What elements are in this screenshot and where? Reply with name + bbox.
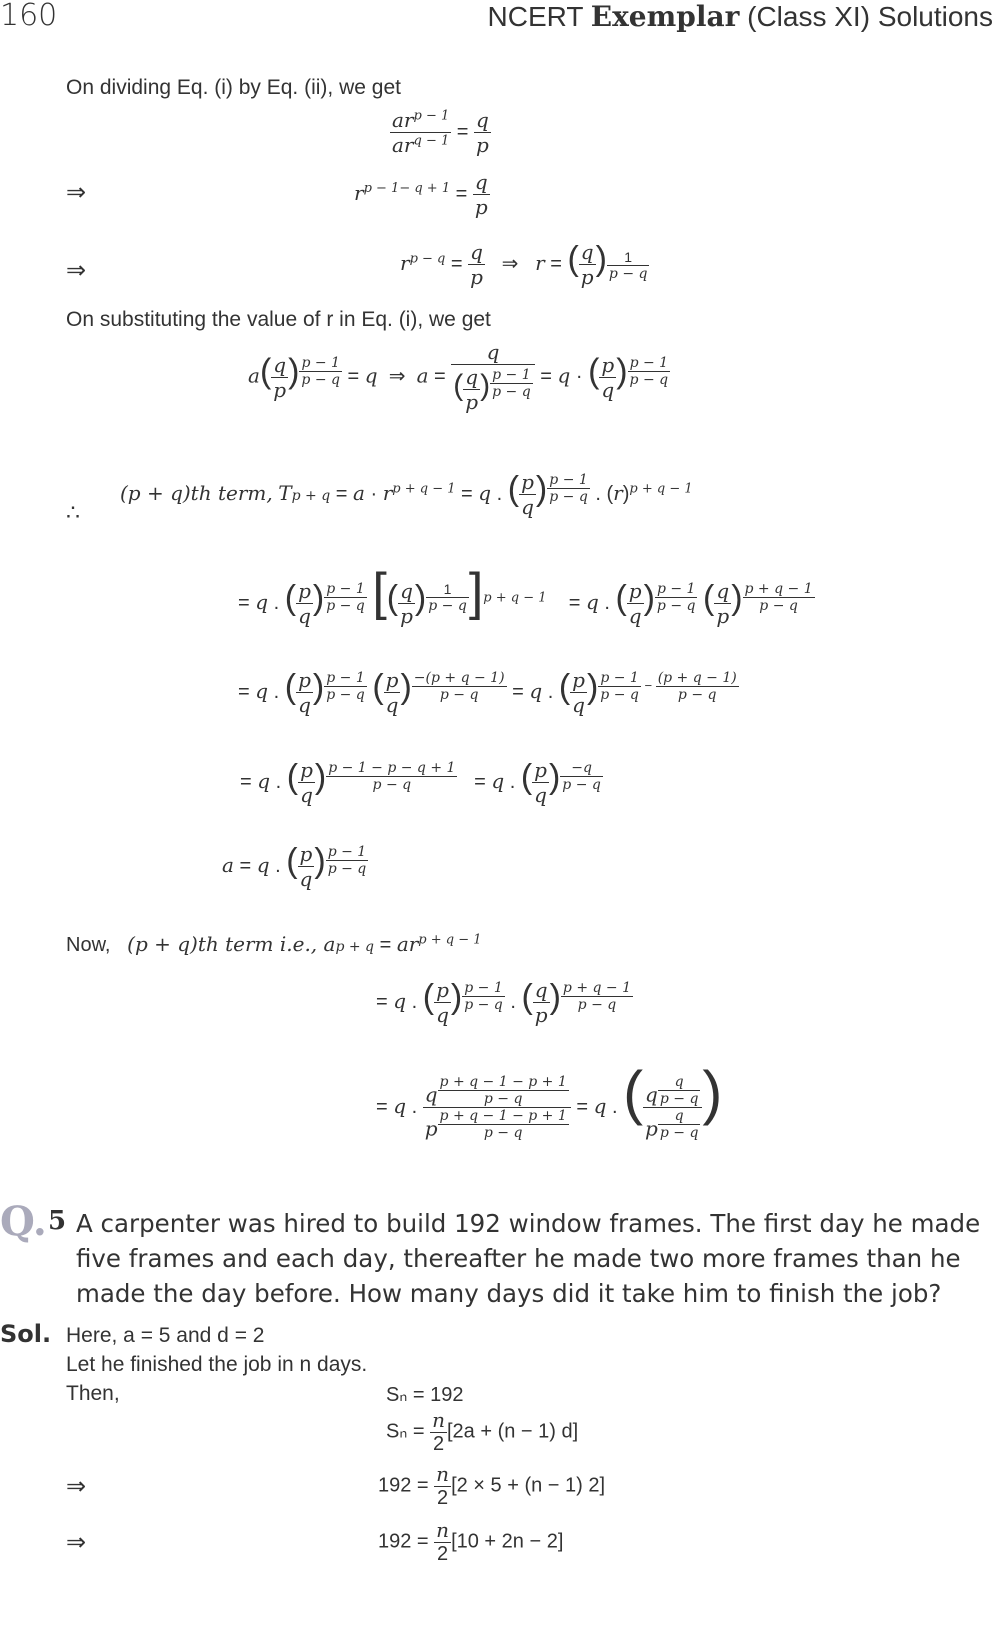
substituted-lhs: 192 = xyxy=(378,1474,429,1497)
question-line-1: A carpenter was hired to build 192 window frames. The first day he made xyxy=(76,1209,981,1238)
solution-line-3: Then, xyxy=(66,1382,120,1405)
page-number: 160 xyxy=(0,0,58,33)
text-substitute: On substituting the value of r in Eq. (i), we get xyxy=(66,308,491,331)
equation-now-step-1: = q . ( $\frac{p}{q}$ ) $^{\frac{p - 1}{p - q}}$ . ( $\frac{q}{p}$ ) $^{\frac{p + q - 1}{p - q}}$ xyxy=(376,978,631,1028)
fraction-numerator: n xyxy=(436,1518,450,1542)
fraction-denominator: 2 xyxy=(437,1543,449,1565)
fraction-denominator: 2 xyxy=(437,1487,449,1509)
simplified-rhs: [10 + 2n − 2] xyxy=(451,1530,564,1553)
now-label: Now, xyxy=(66,934,111,956)
question-line-3: made the day before. How many days did it take him to finish the job? xyxy=(76,1279,942,1308)
equation-now-step-2: = q . q $^{\frac{p + q - 1 - p + 1}{p - q}}$ p $^{\frac{p + q - 1 - p + 1}{p - q}}$ = q . ( q $^{\frac{q}{p - q}}$ p $^{\frac{q}{p - q}}$ ) xyxy=(376,1059,723,1142)
therefore-symbol: ∴ xyxy=(66,500,80,525)
fraction-denominator: 2 xyxy=(432,1433,445,1455)
equation-step-3: = q . ( $\frac{p}{q}$ ) $^{\frac{p - 1 - p - q + 1}{p - q}}$ = q . ( $\frac{p}{q}$ ) $^{\frac{-q}{p - q}}$ xyxy=(240,758,601,808)
equation-now: Now, (p + q)th term i.e., ap + $q = ar^{p + q - 1}$ xyxy=(66,932,482,956)
equation-ratio: $\frac{ar^{p - 1}}{ar^{q - 1}}$ = $\frac{q}{p}$ xyxy=(392,108,489,157)
equation-substituted xyxy=(378,1462,605,1510)
substituted-rhs: [2 × 5 + (n − 1) 2] xyxy=(451,1474,606,1497)
therefore-term-label: (p + q)th term, xyxy=(120,481,273,505)
solution-label: Sol. xyxy=(0,1320,52,1348)
equation-r-value: $r^{p - q}$ = $\frac{q}{p}$ ⇒ r = ( $\frac{q}{p}$ ) $^{\frac{1}{p - q}}$ xyxy=(400,240,648,290)
question-number: 5 xyxy=(48,1206,67,1236)
text-divide: On dividing Eq. (i) by Eq. (ii), we get xyxy=(66,76,401,99)
equation-simplified xyxy=(378,1518,563,1566)
equation-a-final: a = q . ( $\frac{p}{q}$ ) $^{\frac{p - 1}{p - q}}$ xyxy=(222,842,367,892)
equation-step-2: = q . ( $\frac{p}{q}$ ) $^{\frac{p - 1}{p - q}}$ ( $\frac{p}{q}$ ) $^{\frac{-(p + q - 1)}{p - q}}$ = q . ( $\frac{p}{q}$ ) $^{\frac{p - 1}{p - q} - \frac{(p + q - 1)}{p - q}}$ xyxy=(238,668,737,718)
implies-symbol: ⇒ xyxy=(66,1529,87,1556)
equation-sn: Sₙ = 192 xyxy=(386,1384,464,1406)
book-title xyxy=(488,0,993,33)
simplified-lhs: 192 = xyxy=(378,1530,429,1553)
equation-sn-formula xyxy=(386,1408,578,1456)
sn-formula-rhs: [2a + (n − 1) d] xyxy=(447,1420,579,1443)
book-title-suffix: (Class XI) Solutions xyxy=(739,1,993,32)
sn-formula-lhs: Sₙ = xyxy=(386,1420,425,1443)
implies-symbol: ⇒ xyxy=(66,1473,87,1500)
fraction-numerator: n xyxy=(432,1408,445,1432)
equation-step-1: = q . ( $\frac{p}{q}$ ) $^{\frac{p - 1}{p - q}}$ [( $\frac{q}{p}$ ) $^{\frac{1}{p - q}}$ ]$^{p + q - 1}$ = q . ( $\frac{p}{q}$ ) $^{\frac{p - 1}{p - q}}$ ( $\frac{q}{p}$ ) $^{\frac{p + q - 1}{p - q}}$ xyxy=(238,563,813,629)
equation-a-value: a( $\frac{q}{p}$ ) $^{\frac{p - 1}{p - q}}$ = q ⇒ a = q ( $\frac{q}{p}$ ) $^{\frac{p - 1}{p - q}}$ = q · ( $\frac{p}{q}$ ) $^{\frac{p - 1}{p - q}}$ xyxy=(248,340,669,414)
solution-line-1: Here, a = 5 and d = 2 xyxy=(66,1324,265,1347)
equation-power: $r^{p - 1- q + 1}$ = $\frac{q}{p}$ xyxy=(354,170,488,219)
book-title-bold: Exemplar xyxy=(590,0,740,33)
question-label: Q. xyxy=(0,1198,47,1245)
fraction-numerator: n xyxy=(436,1462,450,1486)
book-title-prefix: NCERT xyxy=(487,1,591,32)
solution-line-2: Let he finished the job in n days. xyxy=(66,1353,368,1376)
question-line-2: five frames and each day, thereafter he made two more frames than he xyxy=(76,1244,961,1273)
implies-symbol: ⇒ xyxy=(66,179,87,206)
now-term-label: (p + q)th term i.e., a xyxy=(127,932,336,956)
implies-symbol: ⇒ xyxy=(66,257,87,284)
equation-term: (p + q)th term, $Tp + q = a \cdot r^{p + q - 1} = q$ . ( $\frac{p}{q}$ ) $^{\frac{p - 1}{p - q}}$ . $(r)^{p + q - 1}$ xyxy=(120,470,693,520)
